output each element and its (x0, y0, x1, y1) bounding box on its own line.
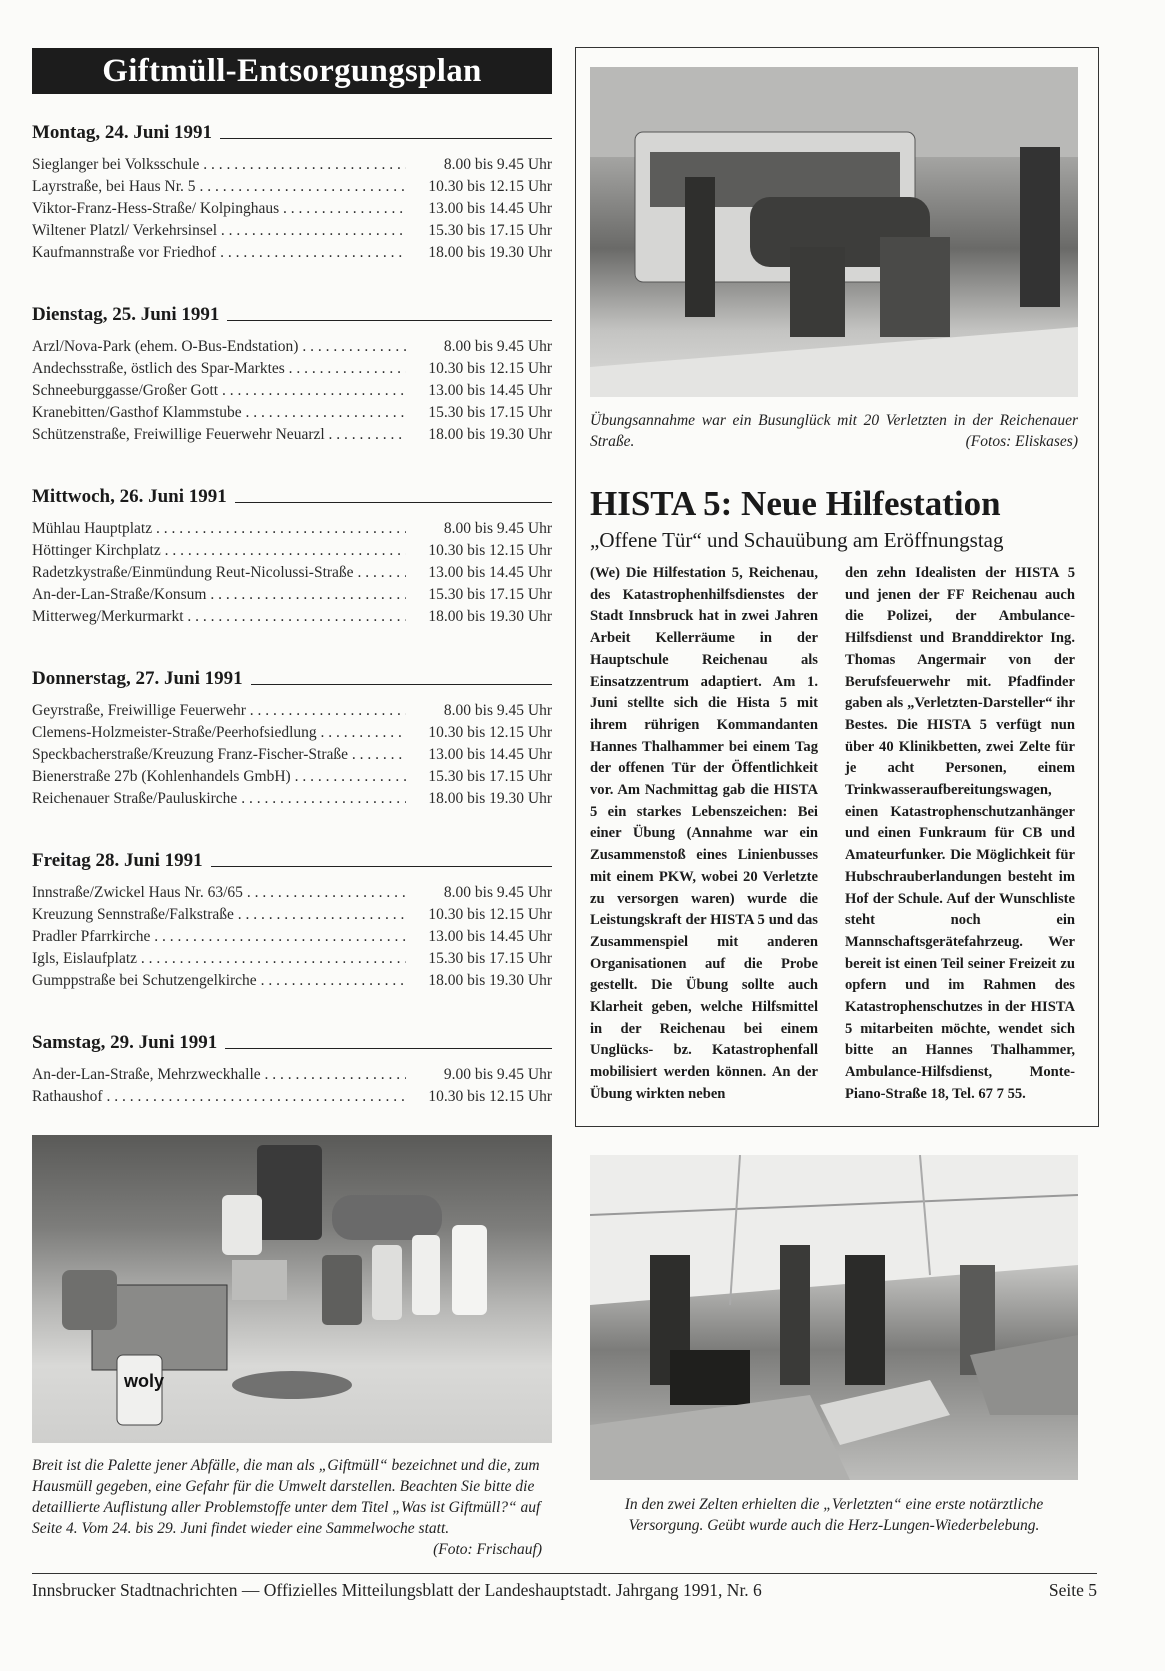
photo-tent-first-aid (590, 1155, 1078, 1480)
list-item: Arzl/Nova-Park (ehem. O-Bus-Endstation) . . . 8.00 bis 9.45 Uhr (32, 336, 552, 358)
list-item: Reichenauer Straße/Pauluskirche . . . 18.00 bis 19.30 Uhr (32, 788, 552, 810)
day-title: Samstag, 29. Juni 1991 (32, 1032, 218, 1053)
list-item: Mitterweg/Merkurmarkt . . . 18.00 bis 19.30 Uhr (32, 606, 552, 628)
list-item: An-der-Lan-Straße/Konsum . . . 15.30 bis 17.15 Uhr (32, 584, 552, 606)
list-item: Schützenstraße, Freiwillige Feuerwehr Neuarzl . . . 18.00 bis 19.30 Uhr (32, 424, 552, 446)
day-title: Freitag 28. Juni 1991 (32, 850, 203, 871)
day-title: Mittwoch, 26. Juni 1991 (32, 486, 227, 507)
woly-can-label: woly (124, 1371, 165, 1391)
list-item: Andechsstraße, östlich des Spar-Marktes . . . 10.30 bis 12.15 Uhr (32, 358, 552, 380)
page-number: Seite 5 (1048, 1580, 1097, 1600)
waste-photo-credit: (Foto: Frischauf) (433, 1541, 542, 1558)
list-item: An-der-Lan-Straße, Mehrzweckhalle . . . 9.00 bis 9.45 Uhr (32, 1064, 552, 1086)
waste-photo-caption: Breit ist die Palette jener Abfälle, die man als „Giftmüll“ bezeichnet und die, zum Hausmüll gegeben, eine Gefahr für die Umwelt darstellen. Beachten Sie bitte die detaillierte Auflistung aller Problemstoffe unter dem Titel „Was ist Giftmüll?“ auf Seite 4. Vom 24. bis 29. Juni findet wieder eine Sammelwoche statt. (Foto: Frischauf) (32, 1457, 542, 1558)
tent-photo-caption: In den zwei Zelten erhielten die „Verletzten“ eine erste notärztliche Versorgung. Geübt wurde auch die Herz-Lungen-Wiederbelebung. (624, 1496, 1044, 1534)
list-item: Kaufmannstraße vor Friedhof . . . 18.00 bis 19.30 Uhr (32, 242, 552, 264)
footer-rule (32, 1573, 1097, 1574)
day-title: Montag, 24. Juni 1991 (32, 122, 212, 143)
day-monday (32, 120, 552, 264)
day-title: Donnerstag, 27. Juni 1991 (32, 668, 243, 689)
photo-bus-accident-drill (590, 67, 1078, 397)
list-item: Mühlau Hauptplatz . . . 8.00 bis 9.45 Uhr (32, 518, 552, 540)
list-item: Radetzkystraße/Einmündung Reut-Nicolussi-Straße . . . 13.00 bis 14.45 Uhr (32, 562, 552, 584)
list-item: Innstraße/Zwickel Haus Nr. 63/65 . . . 8.00 bis 9.45 Uhr (32, 882, 552, 904)
article-subtitle: „Offene Tür“ und Schauübung am Eröffnungstag (590, 528, 1004, 552)
list-item: Kranebitten/Gasthof Klammstube . . . 15.30 bis 17.15 Uhr (32, 402, 552, 424)
list-item: Rathaushof . . . 10.30 bis 12.15 Uhr (32, 1086, 552, 1108)
article-column-2: den zehn Idealisten der HISTA 5 und jenen der FF Reichenau auch die Polizei, der Ambulance-Hilfsdienst und Branddirektor Ing. Thomas Angermair von der Berufsfeuerwehr mit. Pfadfinder gaben als „Verletzten-Darsteller“ ihr Bestes. Die HISTA 5 verfügt nun über 40 Klinikbetten, zwei Zelte für je acht Personen, einem Trinkwasseraufbereitungswagen, einen Katastrophenschutzanhänger und einen Funkraum für CB und Amateurfunker. Die Möglichkeit für Hubschrauberlandungen besteht im Hof der Schule. Auf der Wunschliste steht noch ein Mannschaftsgerätefahrzeug. Wer bereit ist einen Teil seiner Freizeit zu opfern und im Rahmen des Katastrophenschutzes in der HISTA 5 mitarbeiten möchte, wendet sich bitte an Hannes Thalhammer, Ambulance-Hilfsdienst, Monte-Piano-Straße 18, Tel. 67 7 55. (845, 565, 1075, 1102)
list-item: Wiltener Platzl/ Verkehrsinsel . . . 15.30 bis 17.15 Uhr (32, 220, 552, 242)
day-wednesday (32, 484, 552, 628)
footer-publication: Innsbrucker Stadtnachrichten — Offizielles Mitteilungsblatt der Landeshauptstadt. Jahrgang 1991, Nr. 6 (32, 1580, 762, 1600)
list-item: Clemens-Holzmeister-Straße/Peerhofsiedlung . . . 10.30 bis 12.15 Uhr (32, 722, 552, 744)
day-saturday (32, 1030, 552, 1108)
bus-photo-credit: (Fotos: Eliskases) (965, 433, 1078, 450)
article-title: HISTA 5: Neue Hilfestation (590, 484, 1001, 523)
day-thursday (32, 666, 552, 810)
page-title: Giftmüll-Entsorgungsplan (32, 48, 552, 94)
day-friday (32, 848, 552, 992)
article-column-1: (We) Die Hilfestation 5, Reichenau, des Katastrophenhilfsdienstes der Stadt Innsbruck hat in zwei Jahren Arbeit Kellerräume in der Hauptschule Reichenau als Einsatzzentrum adaptiert. Am 1. Juni stellte sich die Hista 5 mit ihrem rührigen Kommandanten Hannes Thalhammer bei einem Tag der offenen Tür der Öffentlichkeit vor. Am Nachmittag gab die HISTA 5 ein starkes Lebenszeichen: Bei einer Übung (Annahme war ein Zusammenstoß eines Linienbusses mit einem PKW, wobei 20 Verletzte zu versorgen waren) wurde die Leistungskraft der HISTA 5 und das Zusammenspiel mit anderen Organisationen auf die Probe gestellt. Die Übung sollte auch Klarheit geben, welche Hilfsmittel in der Reichenau bei einem Unglücks- bz. Katastrophenfall mobilisiert werden können. An der Übung wirkten neben (590, 565, 818, 1102)
list-item: Gumppstraße bei Schutzengelkirche . . . 18.00 bis 19.30 Uhr (32, 970, 552, 992)
list-item: Pradler Pfarrkirche . . . 13.00 bis 14.45 Uhr (32, 926, 552, 948)
list-item: Sieglanger bei Volksschule . . . 8.00 bis 9.45 Uhr (32, 154, 552, 176)
list-item: Kreuzung Sennstraße/Falkstraße . . . 10.30 bis 12.15 Uhr (32, 904, 552, 926)
photo-hazardous-waste (32, 1135, 552, 1443)
list-item: Layrstraße, bei Haus Nr. 5 . . . 10.30 bis 12.15 Uhr (32, 176, 552, 198)
list-item: Höttinger Kirchplatz . . . 10.30 bis 12.15 Uhr (32, 540, 552, 562)
list-item: Bienerstraße 27b (Kohlenhandels GmbH) . . . 15.30 bis 17.15 Uhr (32, 766, 552, 788)
bus-photo-caption: Übungsannahme war ein Busunglück mit 20 Verletzten in der Reichenauer Straße. (Fotos: Eliskases) (590, 412, 1078, 450)
list-item: Viktor-Franz-Hess-Straße/ Kolpinghaus . . . 13.00 bis 14.45 Uhr (32, 198, 552, 220)
list-item: Geyrstraße, Freiwillige Feuerwehr . . . 8.00 bis 9.45 Uhr (32, 700, 552, 722)
list-item: Speckbacherstraße/Kreuzung Franz-Fischer-Straße . . . 13.00 bis 14.45 Uhr (32, 744, 552, 766)
day-title: Dienstag, 25. Juni 1991 (32, 304, 220, 325)
list-item: Schneeburggasse/Großer Gott . . . 13.00 bis 14.45 Uhr (32, 380, 552, 402)
day-tuesday (32, 302, 552, 446)
list-item: Igls, Eislaufplatz . . . 15.30 bis 17.15 Uhr (32, 948, 552, 970)
